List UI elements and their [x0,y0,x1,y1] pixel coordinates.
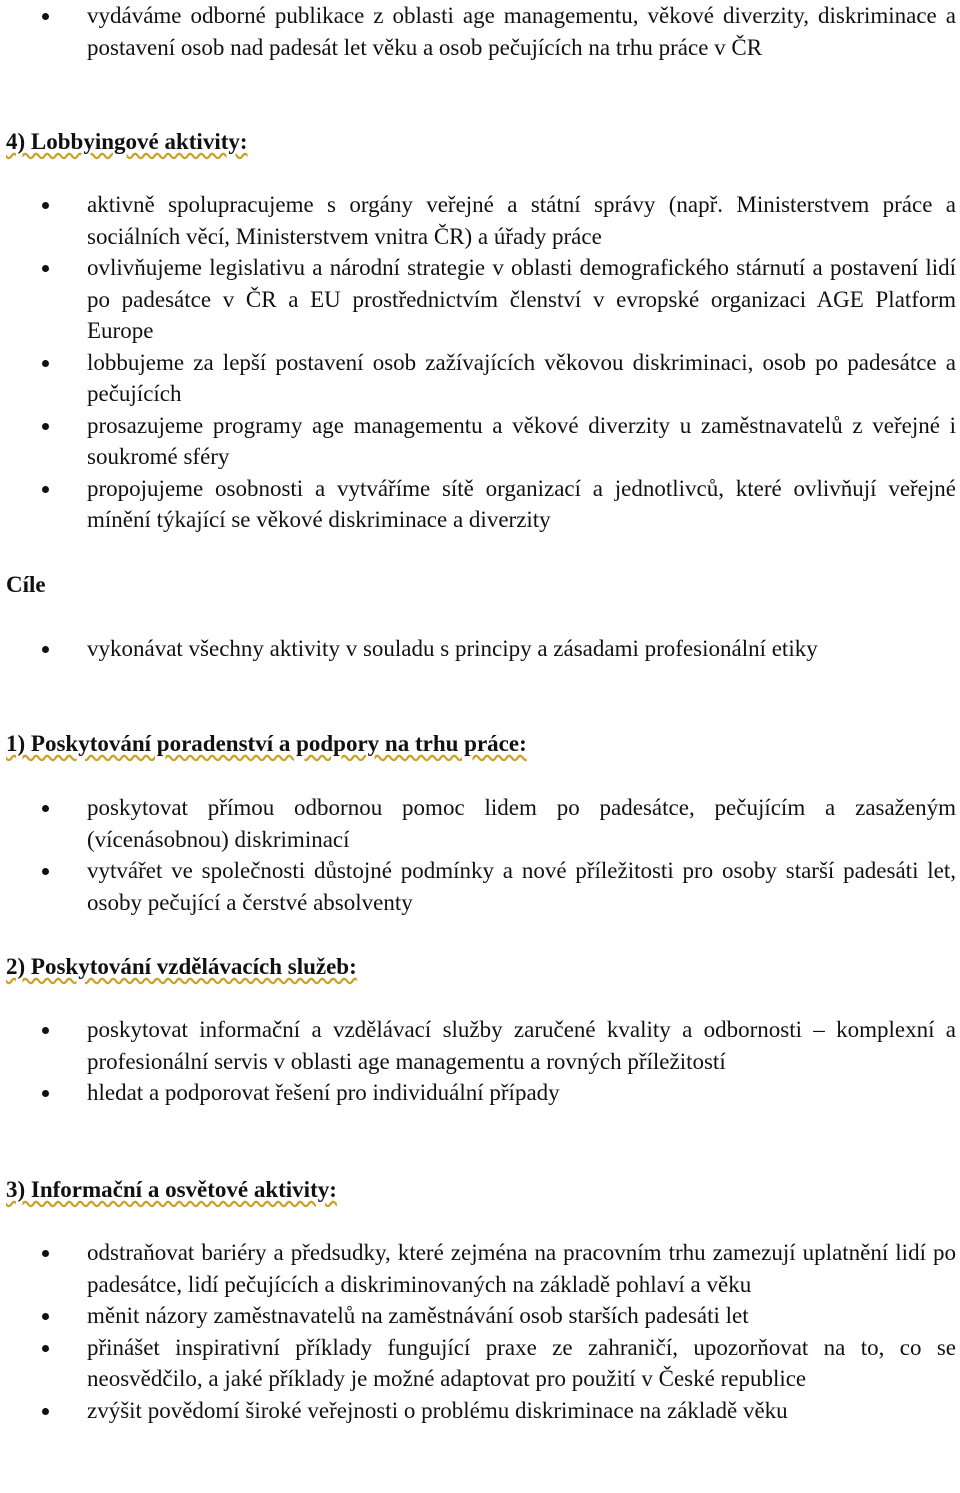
list-item [0,1300,956,1332]
list-item-text: propojujeme osobnosti a vytváříme sítě organizací a jednotlivců, které ovlivňují veřejné mínění týkající se věkové diskriminace a diverzity [87,475,956,532]
section-heading-lobbying: 4) Lobbyingové aktivity: [6,129,248,154]
section-heading-goals: Cíle [6,572,46,597]
bullet-icon [42,486,49,493]
list-item [0,473,956,536]
list-item-text: vydáváme odborné publikace z oblasti age managementu, věkové diverzity, diskriminace a postavení osob nad padesát let věku a osob pečujících na trhu práce v ČR [87,3,956,60]
list-item-text: odstraňovat bariéry a předsudky, které zejména na pracovním trhu zamezují uplatnění lidí po padesátce, lidí pečujících a diskriminovaných na základě pohlaví a věku [87,1240,956,1297]
list-item-text: vytvářet ve společnosti důstojné podmínky a nové příležitosti pro osoby starší padesáti let, osoby pečující a čerstvé absolventy [87,858,956,915]
education-bullet-list [0,1014,956,1109]
list-item-text: poskytovat přímou odbornou pomoc lidem po padesátce, pečujícím a zasaženým (vícenásobnou) diskriminací [87,795,956,852]
list-item [0,1077,956,1109]
bullet-icon [42,13,49,20]
bullet-icon [42,202,49,209]
bullet-icon [42,1408,49,1415]
bullet-icon [42,423,49,430]
list-item-text: zvýšit povědomí široké veřejnosti o problému diskriminace na základě věku [87,1397,788,1423]
list-item [0,633,956,665]
list-item [0,410,956,473]
goals-bullet-list [0,633,956,665]
list-item [0,189,956,252]
top-bullet-list [0,0,956,63]
list-item [0,1014,956,1077]
list-item [0,1237,956,1300]
list-item-text: poskytovat informační a vzdělávací služby zaručené kvality a odbornosti – komplexní a profesionální servis v oblasti age managementu a rovných příležitostí [87,1017,956,1074]
list-item [0,347,956,410]
bullet-icon [42,1250,49,1257]
list-item [0,855,956,918]
bullet-icon [42,805,49,812]
list-item-text: hledat a podporovat řešení pro individuální případy [87,1080,560,1105]
lobbying-bullet-list [0,189,956,536]
counseling-bullet-list [0,792,956,918]
list-item-text: aktivně spolupracujeme s orgány veřejné a státní správy (např. Ministerstvem práce a sociálních věcí, Ministerstvem vnitra ČR) a úřady práce [87,192,956,249]
bullet-icon [42,868,49,875]
list-item [0,1395,956,1427]
awareness-bullet-list [0,1237,956,1426]
bullet-icon [42,1313,49,1320]
list-item-text: ovlivňujeme legislativu a národní strategie v oblasti demografického stárnutí a postavení lidí po padesátce v ČR a EU prostřednictvím členství v evropské organizaci AGE Platform Europe [87,255,956,343]
bullet-icon [42,646,49,653]
bullet-icon [42,360,49,367]
list-item [0,0,956,63]
section-heading-education: 2) Poskytování vzdělávacích služeb: [6,954,357,979]
list-item-text: prosazujeme programy age managementu a věkové diverzity u zaměstnavatelů z veřejné i soukromé sféry [87,412,956,469]
bullet-icon [42,265,49,272]
list-item-text: lobbujeme za lepší postavení osob zažívajících věkovou diskriminaci, osob po padesátce a pečujících [87,349,956,406]
list-item-text: vykonávat všechny aktivity v souladu s principy a zásadami profesionální etiky [87,636,818,661]
section-heading-awareness: 3) Informační a osvětové aktivity: [6,1177,337,1202]
list-item-text: přinášet inspirativní příklady fungující praxe ze zahraničí, upozorňovat na to, co se neosvědčilo, a jaké příklady je možné adaptovat pro použití v České republice [87,1334,956,1391]
list-item [0,252,956,347]
bullet-icon [42,1090,49,1097]
bullet-icon [42,1027,49,1034]
section-heading-counseling: 1) Poskytování poradenství a podpory na trhu práce: [6,731,527,756]
list-item-text: měnit názory zaměstnavatelů na zaměstnávání osob starších padesáti let [87,1303,749,1328]
bullet-icon [42,1345,49,1352]
list-item [0,1332,956,1395]
list-item [0,792,956,855]
